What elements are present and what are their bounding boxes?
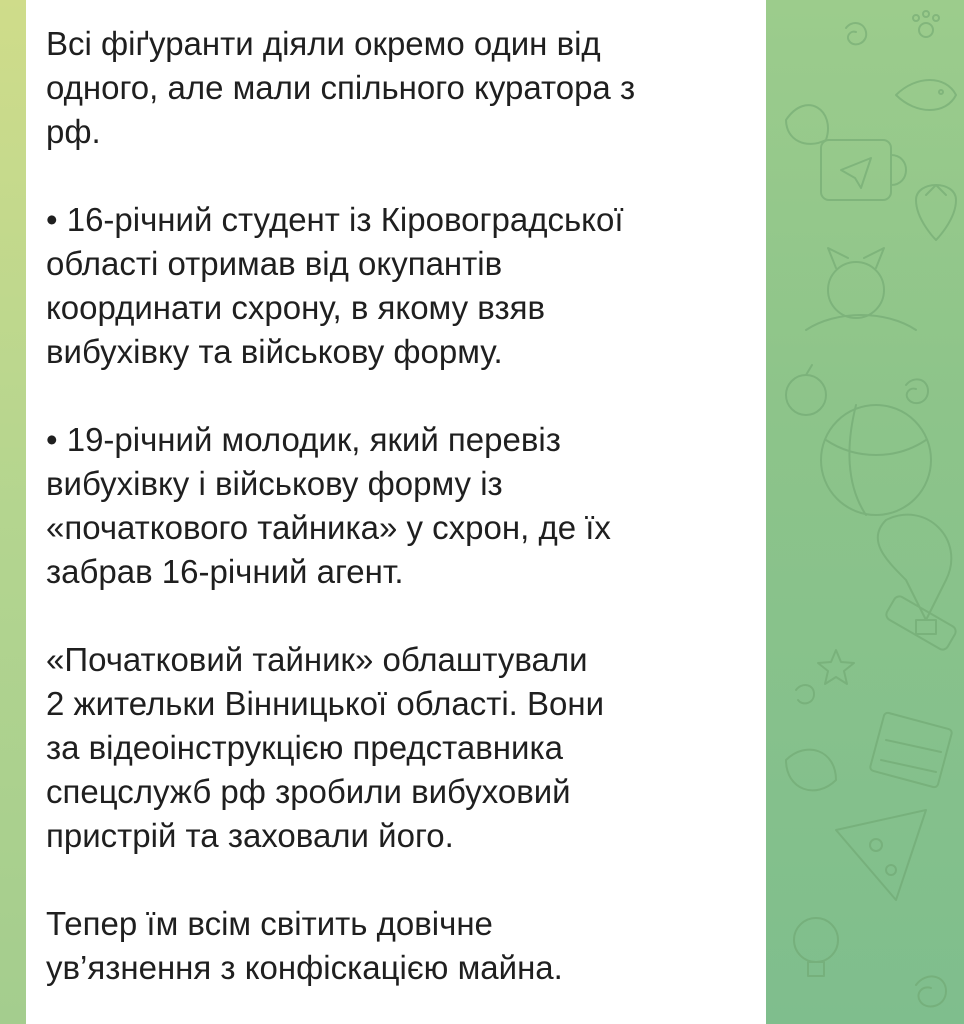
apple-icon	[786, 365, 826, 415]
message-paragraph: «Початковий тайник» облаштували 2 жительки Вінницької області. Вони за відеоінструкцією представника спецслужб рф зробили вибуховий пристрій та заховали його.	[46, 641, 605, 854]
hot-air-balloon-icon	[878, 515, 952, 634]
leaf-icon	[786, 750, 836, 791]
paw-icon	[913, 11, 939, 37]
cat-icon	[806, 248, 916, 330]
chat-background-left-edge	[0, 0, 26, 1024]
ball-icon	[821, 405, 931, 515]
flashlight-icon	[884, 594, 958, 652]
strawberry-icon	[916, 185, 956, 240]
message-paragraph: Тепер їм всім світить довічне ув’язнення з конфіскацією майна.	[46, 905, 563, 986]
swirl-icon	[916, 976, 946, 1006]
cup-icon	[821, 140, 906, 200]
chat-wallpaper-pattern	[766, 0, 964, 1024]
lightbulb-icon	[794, 918, 838, 976]
chocolate-bar-icon	[869, 712, 952, 788]
star-icon	[818, 650, 854, 684]
swirl-icon	[906, 379, 928, 403]
message-paragraph: • 16-річний студент із Кіровоградської області отримав від окупантів координати схрону, в якому взяв вибухівку та військову форму.	[46, 201, 624, 370]
paper-plane-icon	[841, 158, 871, 188]
swirl-icon	[846, 23, 866, 44]
leaf-icon	[786, 105, 828, 144]
message-paragraph: Всі фіґуранти діяли окремо один від одного, але мали спільного куратора з рф.	[46, 25, 636, 150]
message-bubble[interactable]	[26, 0, 766, 1024]
message-text	[46, 22, 746, 990]
message-paragraph: • 19-річний молодик, який перевіз вибухівку і військову форму із «початкового тайника» у схрон, де їх забрав 16-річний агент.	[46, 421, 611, 590]
fish-icon	[896, 80, 956, 110]
swirl-icon	[796, 685, 814, 703]
pizza-icon	[836, 810, 926, 900]
